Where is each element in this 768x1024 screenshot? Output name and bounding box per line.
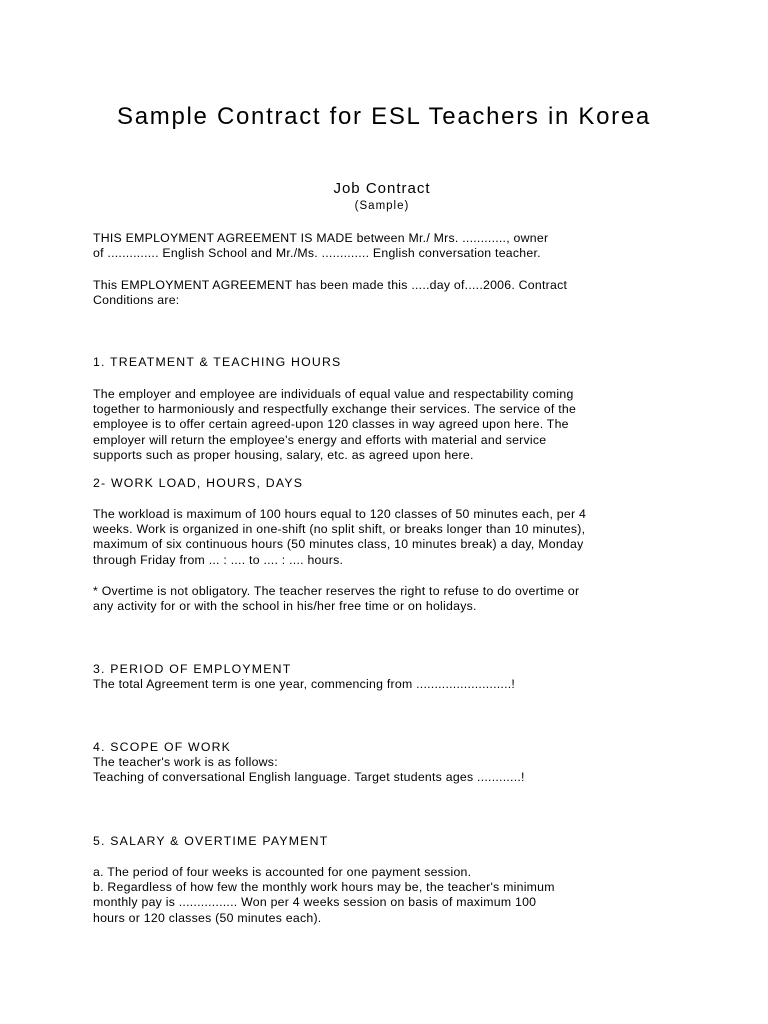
- overtime-note: [93, 584, 673, 614]
- section-heading-period: 3. PERIOD OF EMPLOYMENT: [93, 662, 292, 676]
- paragraph-line: The teacher's work is as follows:: [93, 755, 278, 769]
- paragraph-line: supports such as proper housing, salary, etc. as agreed upon here.: [93, 447, 474, 462]
- paragraph-line: through Friday from ... : .... to .... : .... hours.: [93, 552, 344, 567]
- paragraph-line: hours or 120 classes (50 minutes each).: [93, 910, 322, 925]
- paragraph-line: * Overtime is not obligatory. The teacher reserves the right to refuse to do overtime or: [93, 584, 580, 598]
- section-heading-scope: 4. SCOPE OF WORK: [93, 740, 232, 754]
- intro-line: THIS EMPLOYMENT AGREEMENT IS MADE between Mr./ Mrs. ............, owner: [93, 231, 549, 245]
- paragraph-line: The total Agreement term is one year, commencing from ..........................!: [93, 677, 516, 691]
- paragraph-line: The employer and employee are individuals of equal value and respectability coming: [93, 387, 574, 401]
- agreement-paragraph: [93, 278, 673, 308]
- section-heading-workload: 2- WORK LOAD, HOURS, DAYS: [93, 476, 304, 490]
- document-title: Sample Contract for ESL Teachers in Korea: [117, 103, 651, 130]
- agreement-line: This EMPLOYMENT AGREEMENT has been made this .....day of.....2006. Contract: [93, 278, 568, 292]
- paragraph-line: maximum of six continuous hours (50 minutes class, 10 minutes break) a day, Monday: [93, 537, 584, 552]
- paragraph-line: employer will return the employee's energy and efforts with material and service: [93, 432, 547, 447]
- paragraph-line: monthly pay is ................ Won per 4 weeks session on basis of maximum 100: [93, 895, 537, 910]
- paragraph-line: a. The period of four weeks is accounted for one payment session.: [93, 865, 472, 879]
- section-paragraph: [93, 755, 673, 785]
- contract-subtitle: Job Contract: [333, 180, 431, 197]
- section-paragraph: [93, 387, 673, 463]
- paragraph-line: employee is to offer certain agreed-upon 120 classes in way agreed upon here. The: [93, 417, 569, 432]
- section-heading-salary: 5. SALARY & OVERTIME PAYMENT: [93, 834, 329, 848]
- section-heading-treatment: 1. TREATMENT & TEACHING HOURS: [93, 355, 342, 369]
- paragraph-line: any activity for or with the school in his/her free time or on holidays.: [93, 599, 477, 614]
- section-paragraph: [93, 677, 673, 692]
- paragraph-line: weeks. Work is organized in one-shift (no split shift, or breaks longer than 10 minutes),: [93, 522, 586, 537]
- paragraph-line: together to harmoniously and respectfully exchange their services. The service of the: [93, 402, 577, 417]
- contract-subtitle-note: (Sample): [354, 200, 410, 212]
- paragraph-line: The workload is maximum of 100 hours equal to 120 classes of 50 minutes each, per 4: [93, 507, 587, 521]
- section-paragraph: [93, 865, 673, 926]
- paragraph-line: Teaching of conversational English language. Target students ages ............!: [93, 770, 525, 785]
- agreement-line: Conditions are:: [93, 293, 180, 308]
- paragraph-line: b. Regardless of how few the monthly work hours may be, the teacher's minimum: [93, 880, 555, 895]
- section-paragraph: [93, 507, 673, 568]
- intro-paragraph: [93, 231, 673, 261]
- intro-line: of .............. English School and Mr./Ms. ............. English conversation teacher.: [93, 246, 541, 261]
